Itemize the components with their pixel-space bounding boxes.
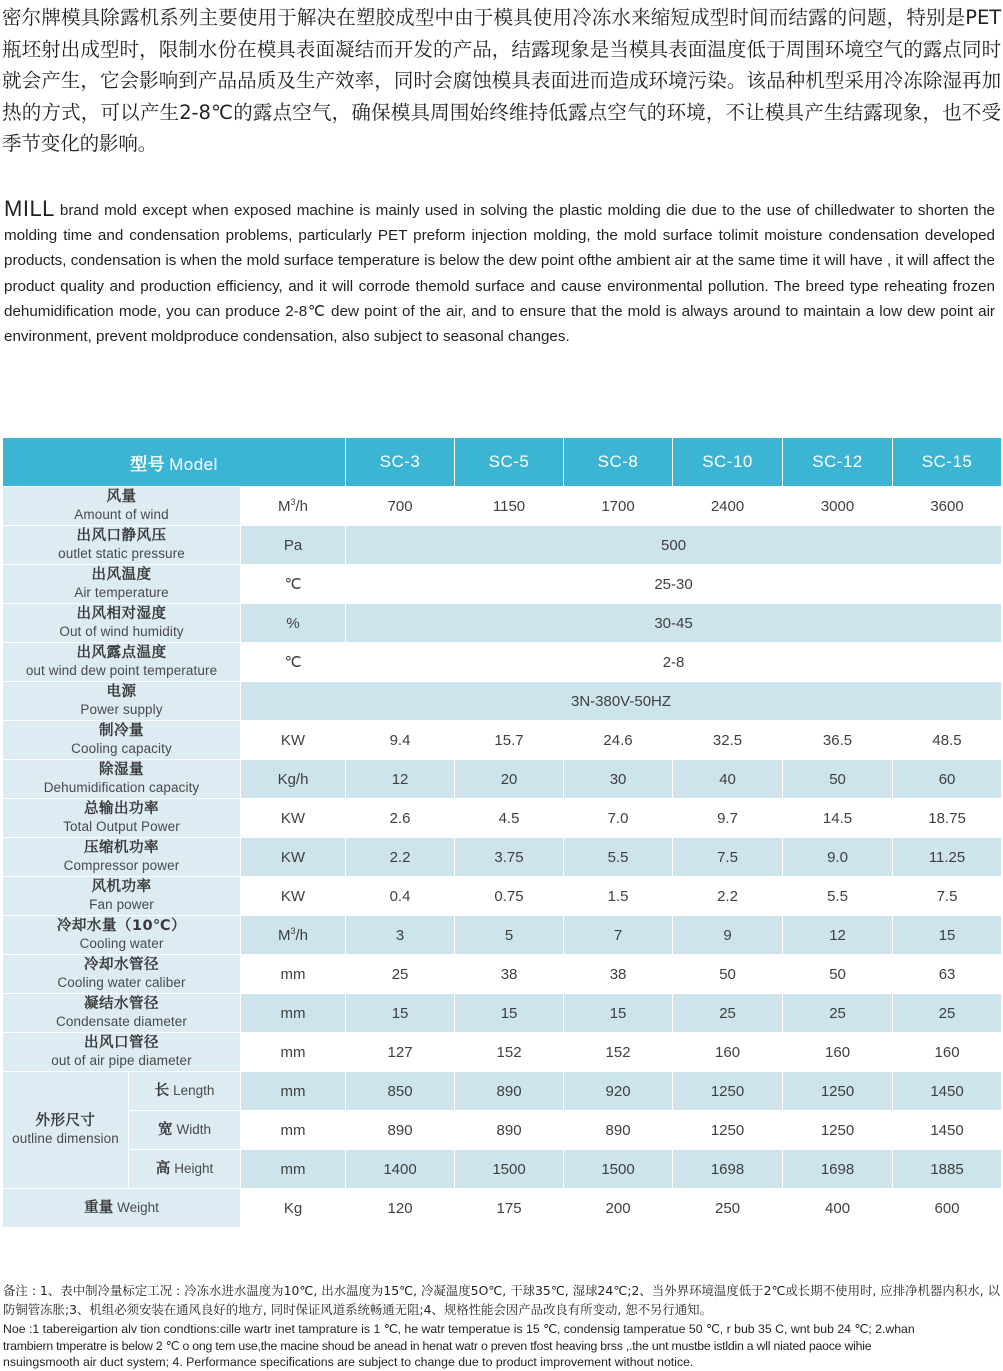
cell-value: 175: [455, 1189, 564, 1228]
cell-value: 1400: [346, 1150, 455, 1189]
cell-value: 15: [346, 994, 455, 1033]
cell-value: 5.5: [783, 877, 893, 916]
table-row: [3, 643, 1002, 682]
cell-value: 1250: [673, 1072, 783, 1111]
row-label-cooling-capacity: [3, 721, 241, 760]
cell-value-merged: 500: [346, 526, 1002, 565]
cell-value: 18.75: [893, 799, 1002, 838]
cell-value: 11.25: [893, 838, 1002, 877]
row-label-cn: 冷却水量（10℃）: [56, 918, 187, 935]
header-model-sc5: SC-5: [455, 438, 564, 487]
table-row: [3, 604, 1002, 643]
row-unit: KW: [241, 799, 346, 838]
row-unit: KW: [241, 877, 346, 916]
cell-value: 25: [673, 994, 783, 1033]
table-row: [3, 838, 1002, 877]
cell-value: 38: [455, 955, 564, 994]
row-unit: KW: [241, 838, 346, 877]
table-row: [3, 1189, 1002, 1228]
row-label-air-temperature: [3, 565, 241, 604]
english-footnote-line-3: nsuingsmooth air duct system; 4. Performance specifications are subject to change due to product improvement without notice.: [3, 1355, 694, 1370]
row-label-cn: 电源: [106, 684, 137, 701]
cell-value: 25: [783, 994, 893, 1033]
row-label-out-of-air-pipe-diameter: [3, 1033, 241, 1072]
cell-value: 40: [673, 760, 783, 799]
cell-value: 5: [455, 916, 564, 955]
english-footnote-line-1: Noe :1 tabereigartion alv tion condtions:cille wartr inet tamprature is 1 ℃, he watr temperatue is 15 ℃, condensig tamperatue 50 ℃, r bub 35 C, wnt bub 24 ℃; 2.whan: [3, 1322, 915, 1336]
row-label-en: Power supply: [80, 701, 163, 717]
cell-value: 3: [346, 916, 455, 955]
cell-value: 60: [893, 760, 1002, 799]
table-row: [3, 955, 1002, 994]
english-footnote-line-2: trambiern tmperatre is below 2 ℃ o ong tem use,the macine shoud be anead in henat watr o preven tfost heaving brss ,.the unt mustbe istldin a wll niated paoce wihie: [3, 1338, 872, 1353]
row-label-cn: 出风露点温度: [76, 645, 167, 662]
row-label-cn: 出风温度: [91, 567, 152, 584]
header-model-sc10: SC-10: [673, 438, 783, 487]
row-label-en: Fan power: [89, 896, 154, 912]
cell-value: 200: [564, 1189, 673, 1228]
row-label-en: Cooling water caliber: [57, 974, 186, 990]
row-label-outline-dimension: [3, 1072, 129, 1189]
row-label-en: Out of wind humidity: [59, 623, 184, 639]
header-model-sc8: SC-8: [564, 438, 673, 487]
cell-value: 15: [455, 994, 564, 1033]
table-row: [3, 1033, 1002, 1072]
english-footnote: [3, 1321, 1000, 1371]
table-row: [3, 916, 1002, 955]
cell-value: 24.6: [564, 721, 673, 760]
row-label-cn: 压缩机功率: [84, 840, 159, 857]
row-label-en: Condensate diameter: [56, 1013, 187, 1029]
cell-value: 12: [783, 916, 893, 955]
row-sublabel-height: 高 Height: [129, 1150, 241, 1189]
cell-value: 25: [893, 994, 1002, 1033]
row-unit: mm: [241, 1111, 346, 1150]
table-row: [3, 526, 1002, 565]
cell-value: 160: [673, 1033, 783, 1072]
cell-value: 14.5: [783, 799, 893, 838]
row-label-dehumidification-capacity: [3, 760, 241, 799]
row-unit: Pa: [241, 526, 346, 565]
cell-value: 7.5: [893, 877, 1002, 916]
row-label-cn: 除湿量: [99, 762, 144, 779]
header-model-cell: [3, 438, 346, 487]
cell-value: 250: [673, 1189, 783, 1228]
cell-value: 50: [673, 955, 783, 994]
cell-value: 9.4: [346, 721, 455, 760]
cell-value: 920: [564, 1072, 673, 1111]
cell-value: 600: [893, 1189, 1002, 1228]
cell-value: 50: [783, 955, 893, 994]
cell-value: 25: [346, 955, 455, 994]
row-label-out-wind-dew-point-temperature: [3, 643, 241, 682]
row-label-cooling-water-caliber: [3, 955, 241, 994]
cell-value: 32.5: [673, 721, 783, 760]
specification-table: [2, 437, 1002, 1228]
cell-value: 1450: [893, 1111, 1002, 1150]
cell-value: 7: [564, 916, 673, 955]
cell-value: 160: [783, 1033, 893, 1072]
row-unit: mm: [241, 1150, 346, 1189]
cell-value: 1250: [673, 1111, 783, 1150]
row-label-en: outlet static pressure: [58, 545, 185, 561]
table-row: [3, 487, 1002, 526]
cell-value: 850: [346, 1072, 455, 1111]
row-label-en: out of air pipe diameter: [51, 1052, 192, 1068]
header-model-sc15: SC-15: [893, 438, 1002, 487]
row-label-cn: 冷却水管径: [84, 957, 159, 974]
cell-value: 1700: [564, 487, 673, 526]
cell-value: 1150: [455, 487, 564, 526]
brand-name: MILL: [4, 196, 55, 221]
cell-value: 890: [455, 1072, 564, 1111]
cell-value: 15: [564, 994, 673, 1033]
row-label-cn: 风机功率: [91, 879, 152, 896]
row-label-compressor-power: [3, 838, 241, 877]
row-sublabel-length: 长 Length: [129, 1072, 241, 1111]
row-unit: mm: [241, 1033, 346, 1072]
cell-value: 1250: [783, 1072, 893, 1111]
english-intro-text: brand mold except when exposed machine is mainly used in solving the plastic molding die due to the use of chilledwater to shorten the molding time and condensation problems, particularly PET preform injection molding, the mold surface tolimit moisture condensation developed products, condensation is when the mold surface temperature is below the dew point ofthe ambient air at the same time it will have , it will affect the product quality and production efficiency, and it will corrode themold surface and cause environmental pollution. The breed type reheating frozen dehumidification mode, you can produce 2-8℃ dew point of the air, and to ensure that the mold is always around to maintain a low dew point air environment, prevent moldproduce condensation, also subject to seasonal changes.: [4, 202, 995, 346]
row-label-en: out wind dew point temperature: [25, 662, 218, 678]
row-label-cn: 总输出功率: [84, 801, 159, 818]
row-unit: $M^3/h$: [241, 916, 346, 955]
table-header-row: [3, 438, 1002, 487]
table-row: [3, 799, 1002, 838]
cell-value: 152: [564, 1033, 673, 1072]
cell-value: 15.7: [455, 721, 564, 760]
cell-value: 0.75: [455, 877, 564, 916]
cell-value: 38: [564, 955, 673, 994]
cell-value: 3000: [783, 487, 893, 526]
header-model-sc12: SC-12: [783, 438, 893, 487]
cell-value-merged: 3N-380V-50HZ: [241, 682, 1002, 721]
table-row: [3, 565, 1002, 604]
cell-value: 1885: [893, 1150, 1002, 1189]
cell-value: 400: [783, 1189, 893, 1228]
cell-value: 50: [783, 760, 893, 799]
table-row: [3, 760, 1002, 799]
row-label-cn: 凝结水管径: [84, 996, 159, 1013]
cell-value: 9.7: [673, 799, 783, 838]
row-label-en: Cooling water: [79, 935, 164, 951]
row-label-fan-power: [3, 877, 241, 916]
cell-value: 700: [346, 487, 455, 526]
chinese-intro-paragraph: 密尔牌模具除露机系列主要使用于解决在塑胶成型中由于模具使用冷冻水来缩短成型时间而结露的问题，特别是PET瓶坯射出成型时，限制水份在模具表面凝结而开发的产品，结露现象是当模具表面温度低于周围环境空气的露点同时就会产生，它会影响到产品品质及生产效率，同时会腐蚀模具表面进而造成环境污染。该品种机型采用冷冻除湿再加热的方式，可以产生2-8℃的露点空气，确保模具周围始终维持低露点空气的环境，不让模具产生结露现象，也不受季节变化的影响。: [2, 6, 1001, 155]
cell-value: 120: [346, 1189, 455, 1228]
row-label-cn: 制冷量: [99, 723, 144, 740]
chinese-footnote: 备注 : 1、表中制冷量标定工况 : 冷冻水进水温度为10℃, 出水温度为15℃, 冷凝温度5O℃, 干球35℃, 湿球24℃;2、当外界环境温度低于2℃或长期不使用时, 应排净机器内积水, 以防铜管冻胀;3、机组必须安装在通风良好的地方, 同时保证风道系统畅通无阻;4、规格性能会因产品改良有所变动, 恕不另行通知。: [3, 1283, 1000, 1317]
row-label-cn: 风量: [106, 489, 137, 506]
row-unit: KW: [241, 721, 346, 760]
cell-value: 2400: [673, 487, 783, 526]
cell-value: 2.6: [346, 799, 455, 838]
row-unit: Kg: [241, 1189, 346, 1228]
row-label-weight: 重量 Weight: [3, 1189, 241, 1228]
row-label-en: Total Output Power: [63, 818, 180, 834]
row-label-condensate-diameter: [3, 994, 241, 1033]
row-label-en: outline dimension: [12, 1130, 119, 1146]
cell-value: 9: [673, 916, 783, 955]
cell-value: 2.2: [346, 838, 455, 877]
cell-value: 160: [893, 1033, 1002, 1072]
english-intro-paragraph: [4, 196, 995, 349]
cell-value: 63: [893, 955, 1002, 994]
cell-value: 0.4: [346, 877, 455, 916]
cell-value: 1698: [783, 1150, 893, 1189]
cell-value: 36.5: [783, 721, 893, 760]
cell-value: 1250: [783, 1111, 893, 1150]
cell-value: 7.0: [564, 799, 673, 838]
specification-table-wrapper: [2, 437, 1001, 1228]
cell-value: 15: [893, 916, 1002, 955]
row-label-cn: 出风口静风压: [76, 528, 167, 545]
cell-value: 3600: [893, 487, 1002, 526]
cell-value-merged: 25-30: [346, 565, 1002, 604]
cell-value: 4.5: [455, 799, 564, 838]
row-unit: Kg/h: [241, 760, 346, 799]
table-row: [3, 1072, 1002, 1111]
cell-value: 30: [564, 760, 673, 799]
table-row: [3, 721, 1002, 760]
row-label-en: Amount of wind: [74, 506, 169, 522]
cell-value: 1500: [455, 1150, 564, 1189]
table-body: [3, 487, 1002, 1228]
row-unit: mm: [241, 994, 346, 1033]
row-label-out-of-wind-humidity: [3, 604, 241, 643]
cell-value: 890: [455, 1111, 564, 1150]
table-row: [3, 1150, 1002, 1189]
row-label-total-output-power: [3, 799, 241, 838]
row-unit: mm: [241, 955, 346, 994]
row-label-en: Compressor power: [63, 857, 180, 873]
row-label-amount-of-wind: [3, 487, 241, 526]
cell-value: 48.5: [893, 721, 1002, 760]
row-unit: mm: [241, 1072, 346, 1111]
row-sublabel-width: 宽 Width: [129, 1111, 241, 1150]
row-unit: ℃: [241, 565, 346, 604]
cell-value: 3.75: [455, 838, 564, 877]
cell-value: 890: [346, 1111, 455, 1150]
cell-value: 1698: [673, 1150, 783, 1189]
table-row: [3, 682, 1002, 721]
cell-value: 1500: [564, 1150, 673, 1189]
row-unit: $M^3/h$: [241, 487, 346, 526]
row-label-cn: 外形尺寸: [35, 1113, 96, 1130]
table-row: [3, 1111, 1002, 1150]
row-label-en: Dehumidification capacity: [43, 779, 200, 795]
row-label-outlet-static-pressure: [3, 526, 241, 565]
row-label-cn: 出风口管径: [84, 1035, 159, 1052]
cell-value-merged: 30-45: [346, 604, 1002, 643]
cell-value: 127: [346, 1033, 455, 1072]
cell-value: 1450: [893, 1072, 1002, 1111]
cell-value: 890: [564, 1111, 673, 1150]
row-label-en: Cooling capacity: [71, 740, 172, 756]
cell-value: 152: [455, 1033, 564, 1072]
cell-value: 1.5: [564, 877, 673, 916]
cell-value: 12: [346, 760, 455, 799]
header-model-cn: 型号: [130, 454, 166, 475]
cell-value-merged: 2-8: [346, 643, 1002, 682]
cell-value: 2.2: [673, 877, 783, 916]
table-row: [3, 994, 1002, 1033]
row-unit: %: [241, 604, 346, 643]
row-label-cooling-water: [3, 916, 241, 955]
header-model-sc3: SC-3: [346, 438, 455, 487]
row-label-power-supply: [3, 682, 241, 721]
cell-value: 9.0: [783, 838, 893, 877]
cell-value: 7.5: [673, 838, 783, 877]
cell-value: 5.5: [564, 838, 673, 877]
row-unit: ℃: [241, 643, 346, 682]
header-model-en: Model: [169, 454, 218, 474]
cell-value: 20: [455, 760, 564, 799]
row-label-cn: 出风相对湿度: [76, 606, 167, 623]
table-row: [3, 877, 1002, 916]
row-label-en: Air temperature: [74, 584, 169, 600]
